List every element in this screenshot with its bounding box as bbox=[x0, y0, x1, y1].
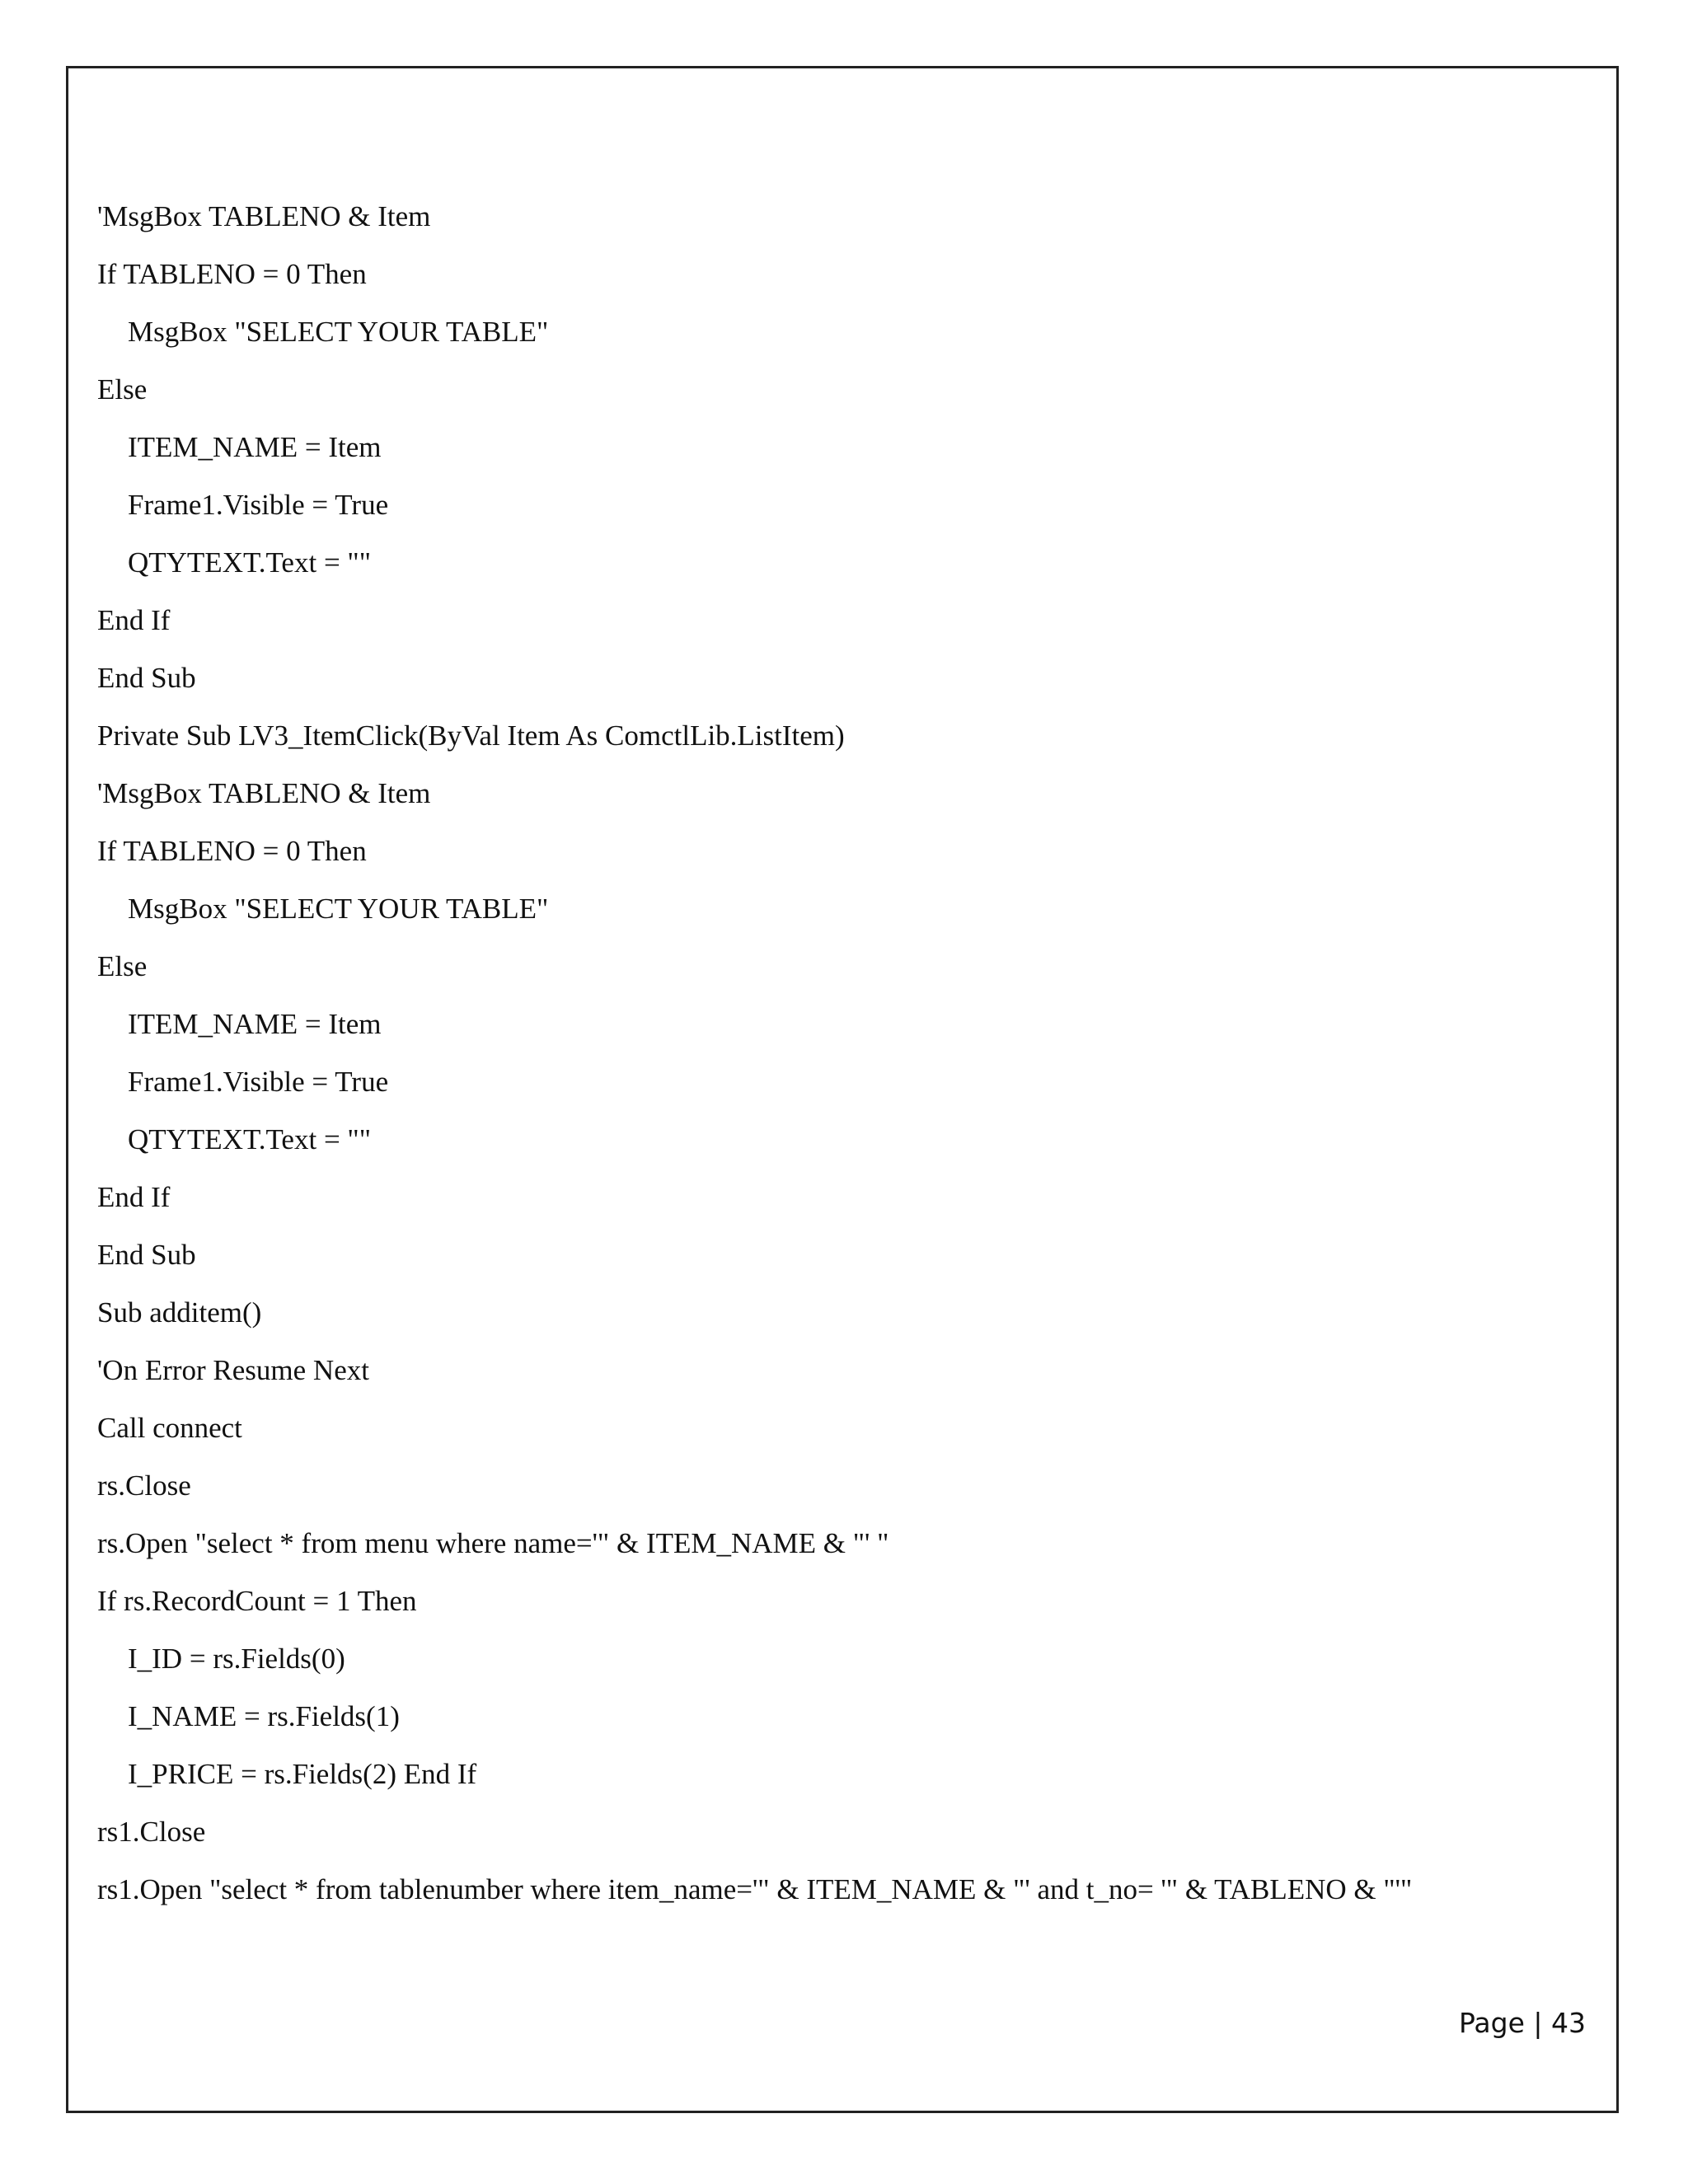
code-line: End Sub bbox=[97, 662, 196, 694]
code-line: Else bbox=[97, 373, 148, 405]
page-number: Page | 43 bbox=[1459, 2007, 1586, 2039]
code-line: MsgBox "SELECT YOUR TABLE" bbox=[128, 316, 549, 348]
code-line: 'MsgBox TABLENO & Item bbox=[97, 200, 431, 232]
code-line: If rs.RecordCount = 1 Then bbox=[97, 1585, 417, 1617]
code-line: 'On Error Resume Next bbox=[97, 1354, 369, 1386]
code-line: Else bbox=[97, 950, 148, 982]
code-line: Frame1.Visible = True bbox=[128, 489, 389, 521]
code-line: End If bbox=[97, 604, 171, 636]
code-line: QTYTEXT.Text = "" bbox=[128, 1123, 372, 1155]
code-line: End Sub bbox=[97, 1239, 196, 1271]
code-line: I_NAME = rs.Fields(1) bbox=[128, 1700, 400, 1732]
code-line: Sub additem() bbox=[97, 1296, 262, 1329]
code-line: 'MsgBox TABLENO & Item bbox=[97, 777, 431, 809]
code-line: Call connect bbox=[97, 1412, 242, 1444]
code-line: ITEM_NAME = Item bbox=[128, 1008, 382, 1040]
code-line: End If bbox=[97, 1181, 171, 1213]
code-line: QTYTEXT.Text = "" bbox=[128, 546, 372, 579]
code-line: If TABLENO = 0 Then bbox=[97, 835, 367, 867]
code-line: If TABLENO = 0 Then bbox=[97, 258, 367, 290]
code-line: Frame1.Visible = True bbox=[128, 1066, 389, 1098]
code-line: rs.Close bbox=[97, 1469, 191, 1502]
code-line: rs1.Close bbox=[97, 1816, 206, 1848]
code-line: I_ID = rs.Fields(0) bbox=[128, 1643, 345, 1675]
code-listing bbox=[97, 198, 1498, 1905]
code-line: rs.Open "select * from menu where name='" & ITEM_NAME & "' " bbox=[97, 1527, 889, 1559]
code-line: MsgBox "SELECT YOUR TABLE" bbox=[128, 893, 549, 925]
code-line: I_PRICE = rs.Fields(2) End If bbox=[128, 1758, 477, 1790]
code-line: Private Sub LV3_ItemClick(ByVal Item As ComctlLib.ListItem) bbox=[97, 719, 845, 752]
code-line: rs1.Open "select * from tablenumber where item_name='" & ITEM_NAME & "' and t_no= '" & TABLENO & "'" bbox=[97, 1873, 1413, 1905]
code-line: ITEM_NAME = Item bbox=[128, 431, 382, 463]
